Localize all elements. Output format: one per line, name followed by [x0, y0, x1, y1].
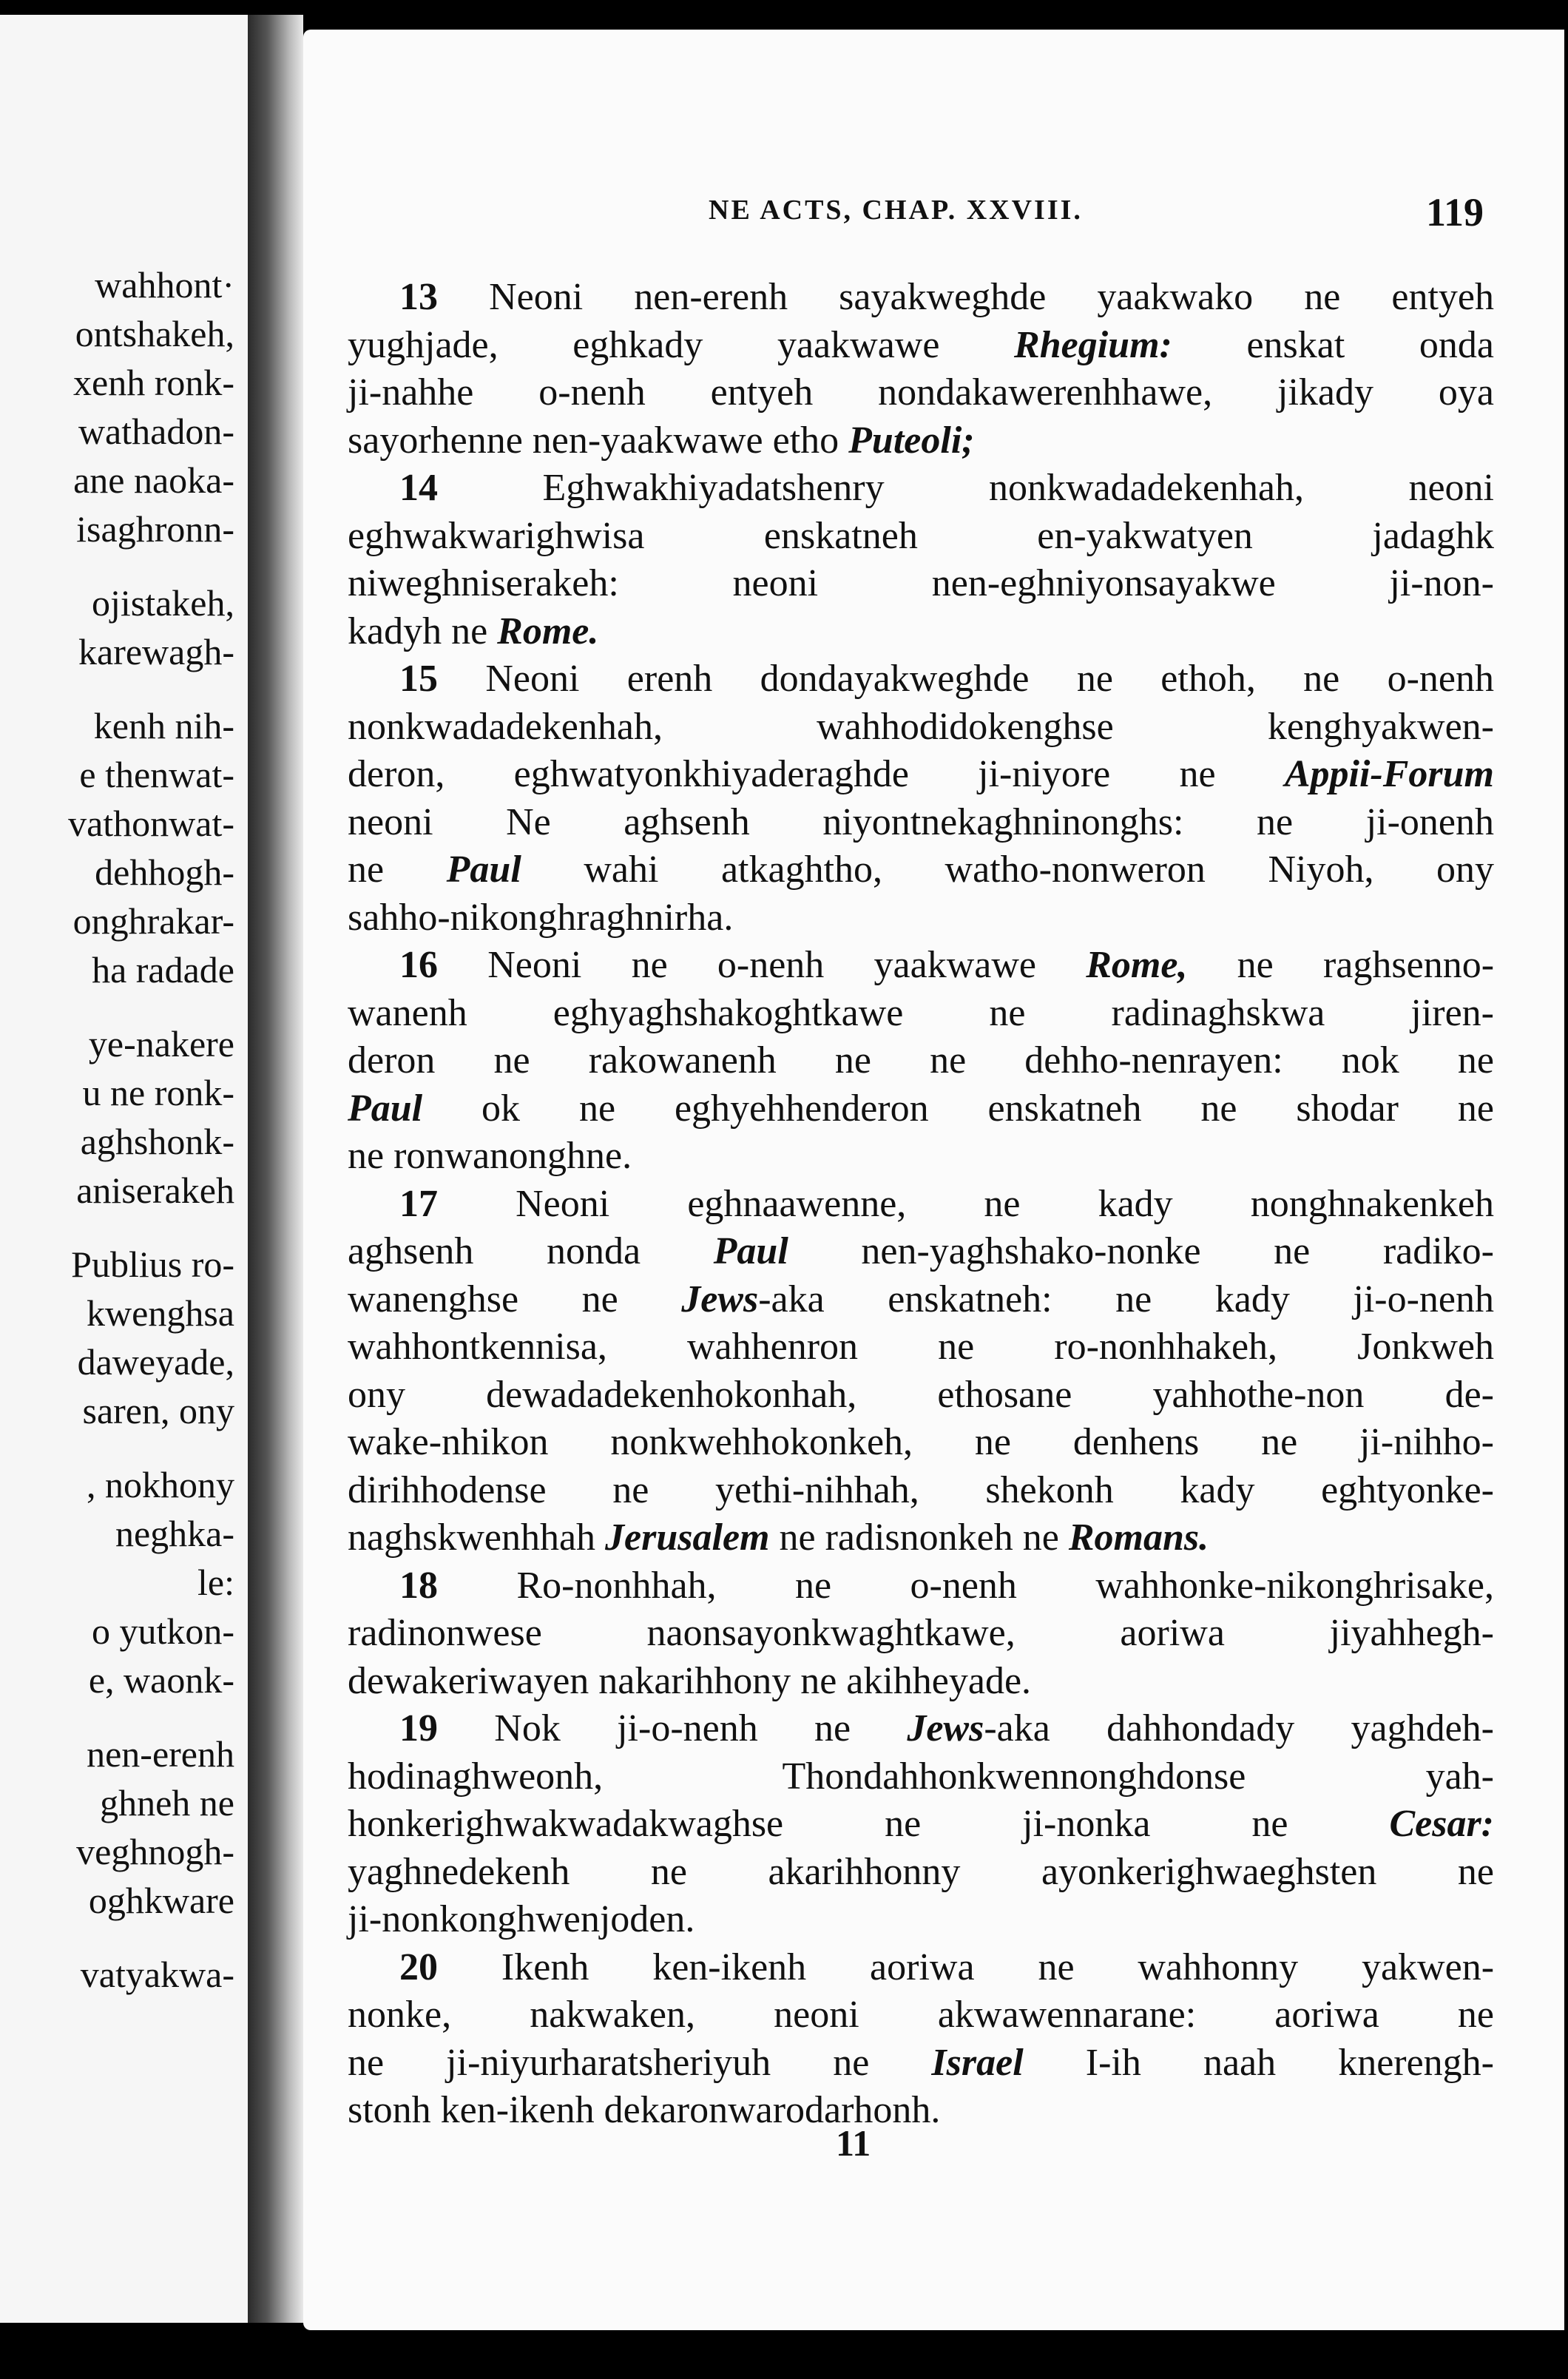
previous-page-line: aghshonk- [80, 1121, 234, 1162]
verse-text: hodinaghweonh, Thondahhonkwennonghdonse yah- [348, 1755, 1494, 1798]
previous-page-line: le: [197, 1562, 234, 1603]
verse-first-line [348, 1944, 1494, 1992]
verse-line [348, 322, 1494, 370]
verse-text: Neoni erenh dondayakweghde ne ethoh, ne o-nenh [485, 658, 1495, 700]
previous-page-line: onghrakar- [72, 900, 234, 942]
verse-line [348, 1991, 1494, 2039]
verse-first-line [348, 274, 1494, 322]
previous-page-line: ontshakeh, [75, 313, 234, 354]
running-head: NE ACTS, CHAP. XXVIII. [709, 195, 1083, 226]
verse-text: yughjade, eghkady yaakwawe [348, 323, 1015, 366]
verse-text: radinonwese naonsayonkwaghtkawe, aoriwa jiyahhegh- [348, 1612, 1494, 1654]
previous-page-line: aniserakeh [76, 1170, 234, 1211]
verse-line [348, 1323, 1494, 1371]
verse-line [348, 1133, 1494, 1181]
verse-text: -aka enskatneh: ne kady ji-o-nenh [758, 1278, 1494, 1320]
verse-text: niweghniserakeh: neoni nen-eghniyonsayakwe ji-non- [348, 562, 1494, 604]
verse-line [348, 1801, 1494, 1849]
verse-line [348, 1610, 1494, 1658]
italic-name: Jerusalem [605, 1516, 770, 1559]
verse-text: Neoni ne o-nenh yaakwawe [487, 944, 1087, 986]
verse-line [348, 990, 1494, 1038]
verse-text: yaghnedekenh ne akarihhonny ayonkerighwaeghsten ne [348, 1850, 1494, 1893]
previous-page-line: dehhogh- [95, 851, 234, 893]
verse-text: -aka dahhondady yaghdeh- [984, 1707, 1494, 1749]
verse-line [348, 1037, 1494, 1085]
previous-page [0, 15, 248, 2323]
verse-line [348, 1753, 1494, 1801]
verse-text: nen-yaghshako-nonke ne radiko- [788, 1230, 1494, 1272]
verse-line [348, 513, 1494, 561]
verse-text: wake-nhikon nonkwehhokonkeh, ne denhens ne ji-nihho- [348, 1421, 1494, 1463]
previous-page-line: kenh nih- [93, 705, 234, 746]
verse-text: naghskwenhhah [348, 1516, 606, 1559]
verse-text: Neoni eghnaawenne, ne kady nonghnakenkeh [516, 1182, 1495, 1225]
verse-line [348, 703, 1494, 752]
previous-page-line: vathonwat- [68, 803, 234, 844]
verse-text: wahhontkennisa, wahhenron ne ro-nonhhakeh, Jonkweh [348, 1326, 1494, 1368]
previous-page-line: ghneh ne [100, 1782, 234, 1823]
italic-name: Appii-Forum [1284, 753, 1494, 795]
verse-text: Eghwakhiyadatshenry nonkwadadekenhah, neoni [542, 467, 1494, 509]
verse-text: stonh ken-ikenh dekaronwarodarhonh. [348, 2089, 941, 2131]
previous-page-line: xenh ronk- [73, 362, 234, 403]
italic-name: Paul [446, 848, 521, 891]
verse-line [348, 1419, 1494, 1467]
verse-text: Neoni nen-erenh sayakweghde yaakwako ne entyeh [489, 276, 1494, 318]
previous-page-line: isaghronn- [76, 508, 234, 550]
verse-line [348, 608, 1494, 656]
verse-text: sayorhenne nen-yaakwawe etho [348, 419, 849, 462]
previous-page-line: ojistakeh, [91, 582, 234, 624]
book-gutter [248, 15, 303, 2323]
verse-text: ne radisnonkeh ne [769, 1516, 1069, 1559]
verse-text: nonkwadadekenhah, wahhodidokenghse kenghyakwen- [348, 705, 1494, 748]
verse-number: 20 [399, 1946, 438, 1988]
verse-text: ne ji-niyurharatsheriyuh ne [348, 2041, 932, 2084]
previous-page-line: saren, ony [82, 1390, 234, 1431]
previous-page-line: u ne ronk- [82, 1072, 234, 1113]
verse-line [348, 1371, 1494, 1420]
previous-page-line: wahhont· [95, 264, 234, 306]
verse-number: 19 [399, 1707, 438, 1749]
verse-text: ok ne eghyehhenderon enskatneh ne shodar ne [422, 1087, 1494, 1130]
previous-page-line: ane naoka- [73, 459, 234, 501]
verse-first-line [348, 465, 1494, 513]
verse-text: ji-nahhe o-nenh entyeh nondakawerenhhawe, jikady oya [348, 371, 1494, 414]
verse-text: Ikenh ken-ikenh aoriwa ne wahhonny yakwen- [501, 1946, 1495, 1988]
verse-line [348, 1276, 1494, 1324]
verse-line [348, 417, 1494, 465]
verse-text: wanenh eghyaghshakoghtkawe ne radinaghskwa jiren- [348, 991, 1494, 1034]
previous-page-line: veghnogh- [76, 1831, 234, 1872]
italic-name: Puteoli; [848, 419, 975, 462]
verse-line [348, 1228, 1494, 1276]
previous-page-line: vatyakwa- [80, 1954, 234, 1995]
verse-text: honkerighwakwadakwaghse ne ji-nonka ne [348, 1803, 1390, 1845]
italic-name: Rhegium: [1014, 323, 1172, 366]
verse-text: dewakeriwayen nakarihhony ne akihheyade. [348, 1659, 1032, 1702]
previous-page-line: wathadon- [78, 411, 234, 452]
verse-text: wanenghse ne [348, 1278, 682, 1320]
previous-page-line: e, waonk- [88, 1659, 234, 1701]
verse-text: ne raghsenno- [1187, 944, 1495, 986]
verse-line [348, 369, 1494, 417]
verse-first-line [348, 1705, 1494, 1753]
italic-name: Romans. [1068, 1516, 1209, 1559]
italic-name: Israel [931, 2041, 1024, 2084]
verse-text: ne [348, 848, 447, 891]
verse-line [348, 2039, 1494, 2088]
verse-text: Ro-nonhhah, ne o-nenh wahhonke-nikonghrisake, [516, 1564, 1494, 1607]
verse-line [348, 1849, 1494, 1897]
previous-page-line: Publius ro- [71, 1244, 234, 1285]
verse-number: 18 [399, 1564, 438, 1607]
verse-text: deron, eghwatyonkhiyaderaghde ji-niyore ne [348, 753, 1285, 795]
verse-number: 13 [399, 276, 438, 318]
verse-line [348, 1896, 1494, 1944]
previous-page-line: o yutkon- [91, 1610, 234, 1652]
verse-line [348, 1658, 1494, 1706]
verse-line [348, 2087, 1494, 2135]
verse-line [348, 1085, 1494, 1133]
previous-page-line: e thenwat- [79, 754, 234, 795]
verse-line [348, 894, 1494, 942]
verse-text: Nok ji-o-nenh ne [494, 1707, 908, 1749]
previous-page-line: neghka- [115, 1513, 234, 1554]
verse-line [348, 799, 1494, 847]
previous-page-line: kwenghsa [87, 1292, 234, 1334]
verse-first-line [348, 1562, 1494, 1610]
verse-number: 16 [399, 944, 438, 986]
previous-page-line: ha radade [92, 949, 234, 991]
previous-page-line: oghkware [88, 1880, 234, 1921]
verse-text: eghwakwarighwisa enskatneh en-yakwatyen jadaghk [348, 514, 1494, 557]
verse-text: aghsenh nonda [348, 1230, 714, 1272]
previous-page-line: ye-nakere [88, 1023, 234, 1064]
verse-text: neoni Ne aghsenh niyontnekaghninonghs: ne ji-onenh [348, 800, 1494, 843]
verse-text: wahi atkaghtho, watho-nonweron Niyoh, ony [521, 848, 1494, 891]
verse-text: kadyh ne [348, 610, 498, 652]
verse-first-line [348, 655, 1494, 703]
italic-name: Paul [713, 1230, 788, 1272]
verse-first-line [348, 1181, 1494, 1229]
verse-number: 14 [399, 467, 438, 509]
verse-text: sahho-nikonghraghnirha. [348, 896, 734, 939]
verse-text: ji-nonkonghwenjoden. [348, 1898, 695, 1940]
verse-line [348, 560, 1494, 608]
verse-text: I-ih naah knerengh- [1023, 2041, 1494, 2084]
verse-first-line [348, 942, 1494, 990]
previous-page-line: nen-erenh [87, 1733, 234, 1775]
verse-text: ne ronwanonghne. [348, 1135, 632, 1177]
italic-name: Jews [907, 1707, 984, 1749]
verse-text: enskat onda [1172, 323, 1494, 366]
verse-text: dirihhodense ne yethi-nihhah, shekonh kady eghtyonke- [348, 1468, 1494, 1511]
italic-name: Jews [681, 1278, 759, 1320]
italic-name: Paul [348, 1087, 423, 1130]
verse-text: deron ne rakowanenh ne ne dehho-nenrayen: nok ne [348, 1039, 1494, 1081]
scan-border [303, 2330, 1568, 2379]
italic-name: Cesar: [1389, 1803, 1494, 1845]
verse-line [348, 751, 1494, 799]
italic-name: Rome. [497, 610, 599, 652]
previous-page-line: daweyade, [77, 1341, 234, 1383]
verse-text: nonke, nakwaken, neoni akwawennarane: aoriwa ne [348, 1994, 1494, 2036]
verse-line [348, 1467, 1494, 1515]
verse-line [348, 1514, 1494, 1562]
verse-text-block [348, 274, 1494, 2135]
page-number: 119 [1426, 190, 1484, 234]
verse-text: ony dewadadekenhokonhah, ethosane yahhothe-non de- [348, 1373, 1494, 1416]
signature-mark: 11 [836, 2122, 871, 2164]
italic-name: Rome, [1086, 944, 1188, 986]
verse-number: 15 [399, 658, 438, 700]
verse-number: 17 [399, 1182, 438, 1225]
verse-line [348, 846, 1494, 894]
previous-page-line: karewagh- [78, 631, 234, 672]
previous-page-line: , nokhony [87, 1464, 234, 1505]
